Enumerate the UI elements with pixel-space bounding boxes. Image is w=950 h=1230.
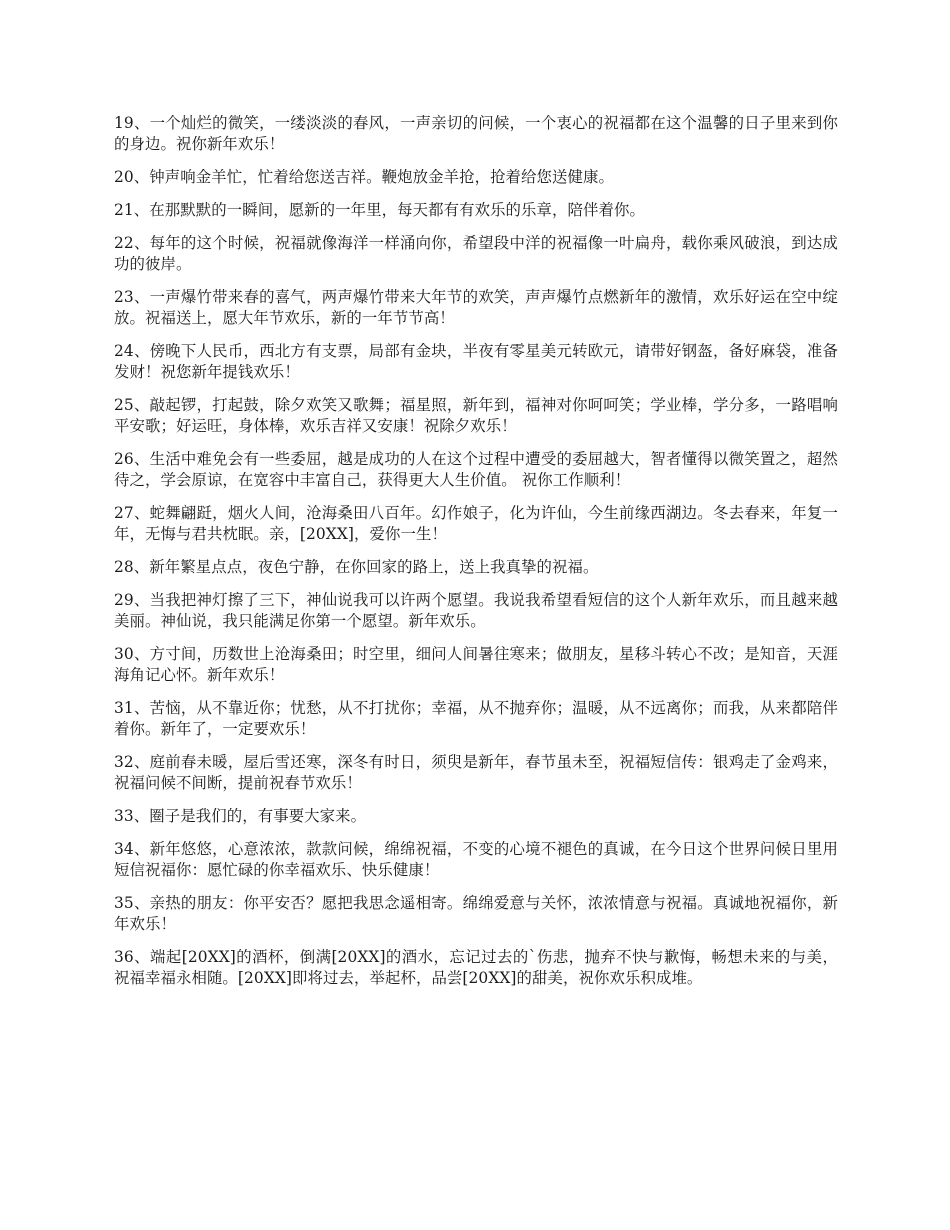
paragraph-26: 26、生活中难免会有一些委屈，越是成功的人在这个过程中遭受的委屈越大，智者懂得以微笑置之，超然待之，学会原谅，在宽容中丰富自己，获得更大人生价值。 祝你工作顺利！: [114, 450, 838, 489]
paragraph-23: 23、一声爆竹带来春的喜气，两声爆竹带来大年节的欢笑，声声爆竹点燃新年的激情，欢乐好运在空中绽放。祝福送上，愿大年节欢乐，新的一年节节高！: [114, 288, 838, 327]
paragraph-20: 20、钟声响金羊忙，忙着给您送吉祥。鞭炮放金羊抢，抢着给您送健康。: [114, 168, 614, 186]
paragraph-31: 31、苦恼，从不靠近你；忧愁，从不打扰你；幸福，从不抛弃你；温暖，从不远离你；而我，从来都陪伴着你。新年了，一定要欢乐！: [114, 699, 838, 738]
paragraph-32: 32、庭前春未暖，屋后雪还寒，深冬有时日，须臾是新年，春节虽未至，祝福短信传：银鸡走了金鸡来，祝福问候不间断，提前祝春节欢乐！: [114, 753, 838, 792]
paragraph-33: 33、圈子是我们的，有事要大家来。: [114, 807, 367, 825]
paragraph-35: 35、亲热的朋友：你平安否？愿把我思念遥相寄。绵绵爱意与关怀，浓浓情意与祝福。真诚地祝福你，新年欢乐！: [114, 894, 838, 933]
paragraph-21: 21、在那默默的一瞬间，愿新的一年里，每天都有有欢乐的乐章，陪伴着你。: [114, 201, 645, 219]
paragraph-27: 27、蛇舞翩跹，烟火人间，沧海桑田八百年。幻作娘子，化为许仙，今生前缘西湖边。冬去春来，年复一年，无悔与君共枕眠。亲，[20XX]，爱你一生！: [114, 504, 838, 543]
paragraph-28: 28、新年繁星点点，夜色宁静，在你回家的路上，送上我真挚的祝福。: [114, 558, 599, 576]
paragraph-29: 29、当我把神灯擦了三下，神仙说我可以许两个愿望。我说我希望看短信的这个人新年欢乐，而且越来越美丽。神仙说，我只能满足你第一个愿望。新年欢乐。: [114, 591, 838, 630]
paragraph-22: 22、每年的这个时候，祝福就像海洋一样涌向你，希望段中洋的祝福像一叶扁舟，载你乘风破浪，到达成功的彼岸。: [114, 234, 838, 273]
paragraph-34: 34、新年悠悠，心意浓浓，款款问候，绵绵祝福，不变的心境不褪色的真诚，在今日这个世界问候日里用短信祝福你：愿忙碌的你幸福欢乐、快乐健康！: [114, 840, 838, 879]
paragraph-36: 36、端起[20XX]的酒杯，倒满[20XX]的酒水，忘记过去的`伤悲，抛弃不快与歉悔，畅想未来的与美，祝福幸福永相随。[20XX]即将过去，举起杯，品尝[20XX]的甜美，祝你欢乐积成堆。: [114, 948, 838, 987]
paragraph-24: 24、傍晚下人民币，西北方有支票，局部有金块，半夜有零星美元转欧元，请带好钢盔，备好麻袋，准备发财！祝您新年提钱欢乐！: [114, 342, 838, 381]
paragraph-25: 25、敲起锣，打起鼓，除夕欢笑又歌舞；福星照，新年到，福神对你呵呵笑；学业棒，学分多，一路唱响平安歌；好运旺，身体棒，欢乐吉祥又安康！祝除夕欢乐！: [114, 396, 838, 435]
paragraph-30: 30、方寸间，历数世上沧海桑田；时空里，细问人间暑往寒来；做朋友，星移斗转心不改；是知音，天涯海角记心怀。新年欢乐！: [114, 645, 838, 684]
document-body: [114, 113, 838, 1001]
paragraph-19: 19、一个灿烂的微笑，一缕淡淡的春风，一声亲切的问候，一个衷心的祝福都在这个温馨的日子里来到你的身边。祝你新年欢乐！: [114, 114, 838, 153]
